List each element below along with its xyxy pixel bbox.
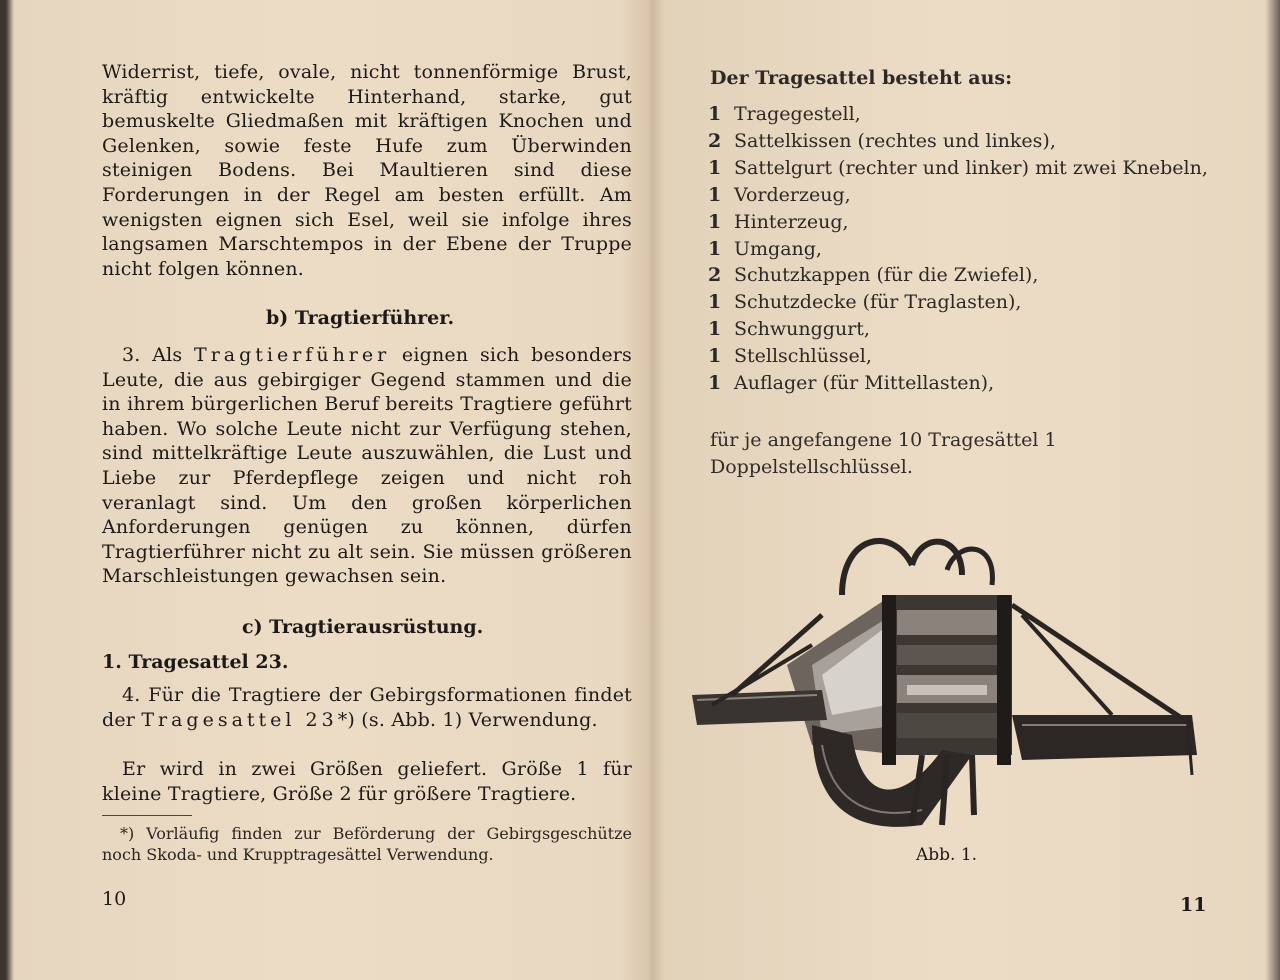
item-count: 1 <box>708 237 722 260</box>
item-count: 1 <box>708 156 722 179</box>
paragraph-3-spaced-term: Tragtierführer <box>194 344 391 366</box>
list-item <box>708 209 1208 236</box>
item-text: Tragegestell, <box>734 103 861 125</box>
paragraph-horse-qualities: Widerrist, tiefe, ovale, nicht tonnenförmige Brust, kräftig entwickelte Hinterhand, starke, gut bemuskelte Gliedmaßen mit kräftigen Knochen und Gelenken, sowie feste Hufe zum Überwinden steinigen Bodens. Bei Maultieren sind diese Forderungen in der Regel am besten erfüllt. Am wenigsten eignen sich Esel, weil sie infolge ihres langsamen Marschtempos in der Ebene der Truppe nicht folgen können. <box>102 61 632 280</box>
item-count: 1 <box>708 103 722 125</box>
item-count: 1 <box>708 210 722 233</box>
item-text: Schwunggurt, <box>734 318 870 341</box>
paragraph-5: Er wird in zwei Größen geliefert. Größe 1 für kleine Tragtiere, Größe 2 für größere Tragtiere. <box>102 758 632 805</box>
paragraph-4-text-start: 4. Für die Tragtiere der Gebirgsformationen findet der <box>102 684 632 731</box>
item-text: Auflager (für Mittellasten), <box>734 372 995 395</box>
item-text: Sattelkissen (rechtes und linkes), <box>734 129 1056 152</box>
list-item <box>708 101 1208 128</box>
page-number-left: 10 <box>102 888 127 910</box>
list-item <box>708 236 1208 263</box>
subheading-tragesattel-23: 1. Tragesattel 23. <box>102 651 289 673</box>
list-item <box>708 262 1208 289</box>
footnote-rule <box>102 815 192 816</box>
item-text: Schutzkappen (für die Zwiefel), <box>734 264 1039 287</box>
item-text: Schutzdecke (für Traglasten), <box>734 291 1022 314</box>
list-item <box>708 343 1208 370</box>
paragraph-3 <box>102 343 632 589</box>
paragraph-3-number: 3. Als <box>122 344 183 366</box>
footnote: *) Vorläufig finden zur Beförderung der Gebirgsgeschütze noch Skoda- und Krupptragesättel Verwendung. <box>102 824 632 864</box>
heading-tragtierfuehrer: b) Tragtierführer. <box>266 307 455 329</box>
paragraph-4-text-end: *) (s. Abb. 1) Verwendung. <box>337 708 598 731</box>
item-count: 1 <box>708 183 722 206</box>
item-text: Umgang, <box>734 237 822 260</box>
paragraph-4-spaced-term: Tragesattel 23 <box>141 708 338 731</box>
item-count: 2 <box>708 129 722 152</box>
item-text: Vorderzeug, <box>734 183 851 206</box>
paragraph-3-text: eignen sich besonders Leute, die aus gebirgiger Gegend stammen und die in ihrem bürgerlichen Beruf bereits Tragtiere geführt haben. Wo solche Leute nicht zur Verfügung stehen, sind mittelkräftige Leute auszuwählen, die Lust und Liebe zur Pferdepflege zeigen und nicht roh veranlagt sind. Um den großen körperlichen Anforderungen genügen zu können, dürfen Tragtierführer nicht zu alt sein. Sie müssen größeren Marschleistungen gewachsen sein. <box>102 344 632 588</box>
figure-caption: Abb. 1. <box>916 845 978 865</box>
page-number-right: 11 <box>1180 894 1207 916</box>
item-text: Stellschlüssel, <box>734 345 872 368</box>
list-heading: Der Tragesattel besteht aus: <box>710 67 1013 89</box>
item-count: 1 <box>708 318 722 341</box>
paragraph-4 <box>102 683 632 732</box>
list-item <box>708 155 1208 182</box>
list-item <box>708 289 1208 316</box>
list-item <box>708 128 1208 155</box>
left-page <box>14 0 650 980</box>
list-item <box>708 316 1208 343</box>
right-page <box>652 0 1280 980</box>
parts-list <box>708 101 1208 397</box>
list-item <box>708 370 1208 397</box>
item-text: Sattelgurt (rechter und linker) mit zwei Knebeln, <box>734 156 1208 179</box>
item-count: 1 <box>708 345 722 368</box>
list-trailer: für je angefangene 10 Tragesättel 1 Doppelstellschlüssel. <box>710 429 1057 478</box>
item-count: 2 <box>708 264 722 287</box>
item-text: Hinterzeug, <box>734 210 849 233</box>
item-count: 1 <box>708 291 722 314</box>
heading-tragtierausruestung: c) Tragtierausrüstung. <box>242 616 484 638</box>
list-item <box>708 182 1208 209</box>
item-count: 1 <box>708 372 722 395</box>
pack-saddle-illustration <box>692 525 1212 845</box>
